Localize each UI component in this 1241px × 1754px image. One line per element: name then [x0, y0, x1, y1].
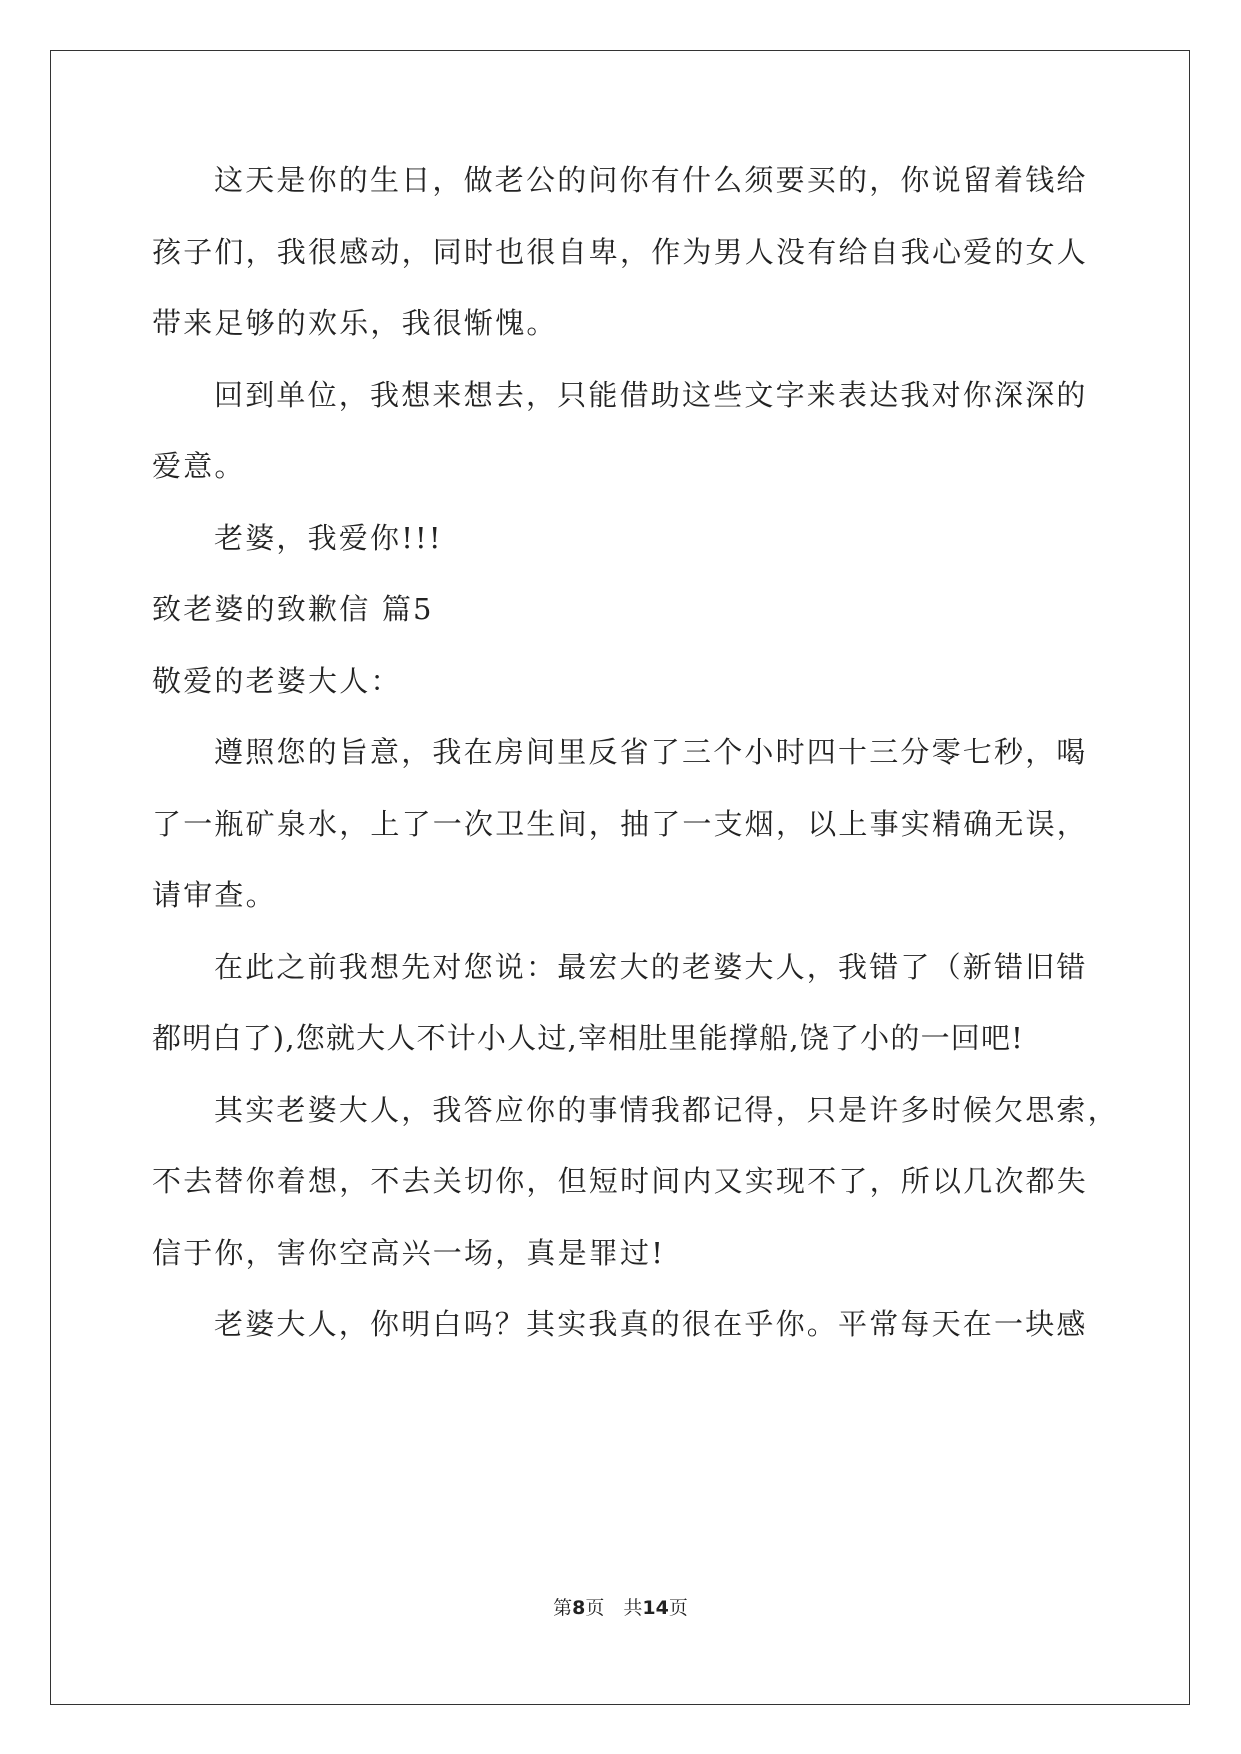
paragraph-line: 孩子们，我很感动，同时也很自卑，作为男人没有给自我心爱的女人 [152, 234, 1089, 269]
document-body [152, 160, 1119, 1376]
paragraph-line: 都明白了),您就大人不计小人过,宰相肚里能撑船,饶了小的一回吧! [152, 1021, 1025, 1055]
page-footer [0, 1593, 1241, 1620]
paragraph-line: 在此之前我想先对您说：最宏大的老婆大人，我错了（新错旧错 [214, 949, 1088, 984]
salutation: 敬爱的老婆大人： [152, 663, 402, 698]
paragraph-line: 回到单位，我想来想去，只能借助这些文字来表达我对你深深的 [214, 377, 1088, 412]
paragraph-line: 请审查。 [152, 878, 277, 912]
paragraph-line: 老婆，我爱你!!! [214, 520, 443, 555]
footer-mid: 页 共 [585, 1597, 643, 1619]
footer-suffix: 页 [668, 1597, 688, 1619]
paragraph-line: 遵照您的旨意，我在房间里反省了三个小时四十三分零七秒，喝 [214, 735, 1088, 769]
paragraph-line: 老婆大人，你明白吗？其实我真的很在乎你。平常每天在一块感 [214, 1307, 1088, 1341]
footer-prefix: 第 [553, 1597, 573, 1619]
paragraph-line: 带来足够的欢乐，我很惭愧。 [152, 306, 558, 340]
current-page-number: 8 [572, 1597, 586, 1619]
paragraph-line: 不去替你着想，不去关切你，但短时间内又实现不了，所以几次都失 [152, 1164, 1089, 1198]
paragraph-line: 了一瓶矿泉水，上了一次卫生间，抽了一支烟，以上事实精确无误， [152, 806, 1089, 841]
total-pages-number: 14 [642, 1597, 669, 1619]
paragraph-line: 信于你，害你空高兴一场，真是罪过! [152, 1235, 666, 1270]
paragraph-line: 爱意。 [152, 449, 246, 483]
paragraph-line: 其实老婆大人，我答应你的事情我都记得，只是许多时候欠思索， [214, 1092, 1119, 1127]
paragraph-line: 这天是你的生日，做老公的问你有什么须要买的，你说留着钱给 [214, 163, 1088, 197]
section-heading: 致老婆的致歉信 篇5 [152, 592, 434, 626]
